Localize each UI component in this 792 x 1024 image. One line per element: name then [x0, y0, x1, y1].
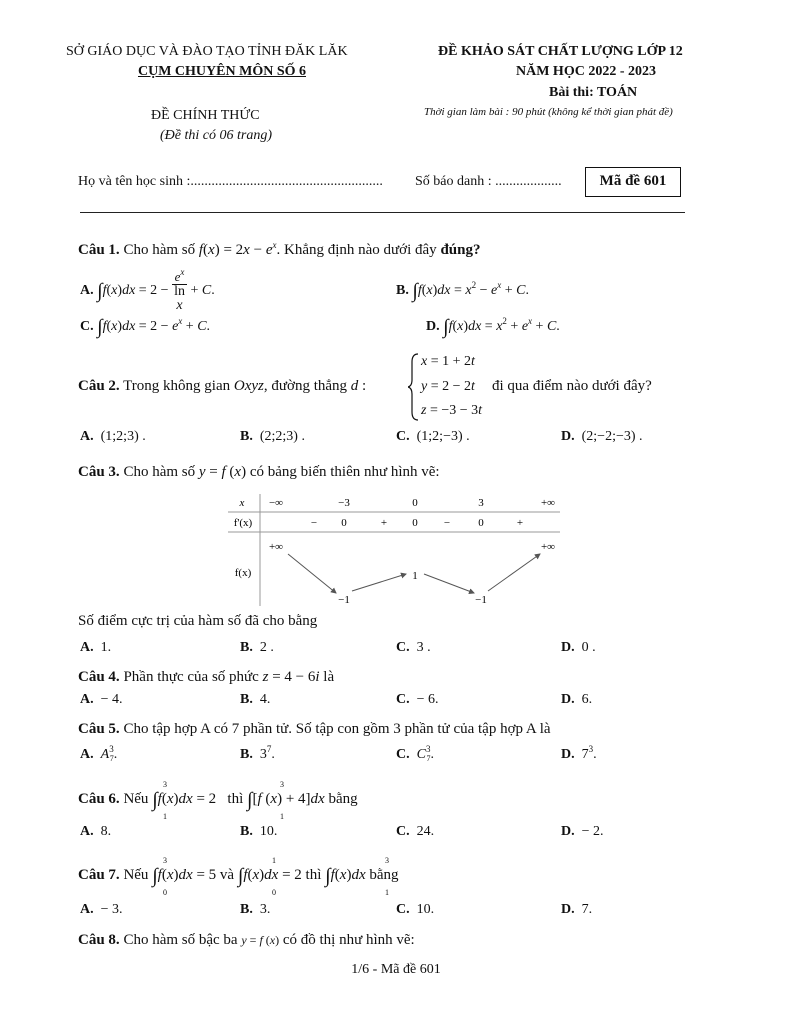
q1-option-c: C. $\int f(x)dx = 2 - e^x + C$.	[80, 316, 211, 338]
vt-sign-5: 0	[478, 517, 484, 529]
question-2-tail: đi qua điểm nào dưới đây?	[492, 378, 652, 394]
q7-upper-limit-1: 3	[163, 856, 167, 865]
question-3: Câu 3. Cho hàm số y = f (x) có bảng biến thiên như hình vẽ:	[78, 464, 440, 480]
vt-x-1: −3	[338, 497, 350, 509]
q4-option-a: A. − 4.	[80, 692, 123, 707]
q6-upper-limit-1: 3	[163, 780, 167, 789]
q5-option-b: B. $3^7$.	[240, 744, 275, 762]
line-eq-x: x = 1 + 2t	[421, 354, 475, 369]
exam-code-box: Mã đề 601	[585, 167, 681, 197]
school-year: NĂM HỌC 2022 - 2023	[516, 64, 656, 79]
pages-note: (Đề thi có 06 trang)	[160, 128, 272, 143]
header-divider	[80, 212, 685, 213]
vt-x-3: 3	[478, 497, 484, 509]
q3-option-a: A. 1.	[80, 640, 112, 655]
vt-sign-0: −	[310, 517, 318, 529]
vt-x-0: −∞	[268, 497, 284, 509]
q6-upper-limit-2: 3	[280, 780, 284, 789]
q2-option-b: B. (2;2;3) .	[240, 429, 305, 444]
q1-option-b: B. $\int f(x)dx = x^2 - e^x + C$.	[396, 280, 529, 302]
q2-option-c: C. (1;2;−3) .	[396, 429, 470, 444]
question-8: Câu 8. Cho hàm số bậc ba y = f (x) có đồ thị như hình vẽ:	[78, 932, 415, 948]
cluster-name: CỤM CHUYÊN MÔN SỐ 6	[138, 64, 306, 79]
vt-arrow-3	[424, 574, 474, 593]
q6-lower-limit-2: 1	[280, 812, 284, 821]
q6-lower-limit-1: 1	[163, 812, 167, 821]
vt-x-label: x	[239, 497, 245, 509]
q4-option-b: B. 4.	[240, 692, 271, 707]
q7-option-b: B. 3.	[240, 902, 271, 917]
q7-lower-limit-2: 0	[272, 888, 276, 897]
student-name-field: Họ và tên học sinh :.......................................................	[78, 174, 383, 189]
q7-lower-limit-3: 1	[385, 888, 389, 897]
question-2: Câu 2. Trong không gian Oxyz, đường thẳng d :	[78, 378, 367, 394]
vt-f-0: +∞	[268, 541, 284, 553]
q6-option-a: A. 8.	[80, 824, 112, 839]
vt-arrow-2	[352, 574, 406, 591]
q4-option-c: C. − 6.	[396, 692, 439, 707]
vt-sign-2: +	[380, 517, 388, 529]
question-4: Câu 4. Phần thực của số phức z = 4 − 6i là	[78, 669, 335, 685]
q5-option-d: D. $7^3$.	[561, 744, 597, 762]
vt-f-3: −1	[475, 594, 487, 606]
department-name: SỞ GIÁO DỤC VÀ ĐÀO TẠO TỈNH ĐĂK LĂK	[66, 44, 348, 59]
q3-option-d: D. 0 .	[561, 640, 596, 655]
student-id-field: Số báo danh : ...................	[415, 174, 562, 189]
vt-f-2: 1	[412, 570, 418, 582]
line-eq-y: y = 2 − 2t	[421, 379, 475, 394]
q6-option-b: B. 10.	[240, 824, 278, 839]
q6-option-d: D. − 2.	[561, 824, 604, 839]
variation-table	[228, 490, 560, 606]
q7-option-c: C. 10.	[396, 902, 435, 917]
vt-sign-4: −	[443, 517, 451, 529]
vt-arrow-1	[288, 554, 336, 593]
q6-option-c: C. 24.	[396, 824, 435, 839]
question-6: Câu 6. Nếu ∫f(x)dx = 2 thì ∫[f (x) + 4]dx bằng	[78, 789, 358, 811]
vt-x-2: 0	[412, 497, 418, 509]
question-1: Câu 1. Cho hàm số $f(x) = 2x - e^x$. Khẳng định nào dưới đây đúng?	[78, 240, 481, 258]
question-7: Câu 7. Nếu ∫f(x)dx = 5 và ∫f(x)dx = 2 thì ∫f(x)dx bằng	[78, 865, 399, 887]
official-label: ĐỀ CHÍNH THỨC	[151, 108, 260, 123]
q5-option-c: C. $C^3_7$.	[396, 744, 434, 763]
time-note: Thời gian làm bài : 90 phút (không kể thời gian phát đề)	[424, 106, 673, 118]
q3-option-c: C. 3 .	[396, 640, 431, 655]
question-5: Câu 5. Cho tập hợp A có 7 phần tử. Số tập con gồm 3 phần tử của tập hợp A là	[78, 721, 551, 737]
vt-sign-3: 0	[412, 517, 418, 529]
vt-fp-label: f'(x)	[233, 517, 253, 529]
q7-upper-limit-2: 1	[272, 856, 276, 865]
q7-option-d: D. 7.	[561, 902, 593, 917]
vt-f-1: −1	[338, 594, 350, 606]
q1-option-a: A. ∫f(x)dx = 2 − $e^x$ ln x + C.	[80, 267, 215, 314]
subject: Bài thi: TOÁN	[549, 85, 638, 100]
question-3-follow: Số điểm cực trị của hàm số đã cho bằng	[78, 613, 318, 629]
q2-option-a: A. (1;2;3) .	[80, 429, 146, 444]
vt-sign-1: 0	[341, 517, 347, 529]
q2-option-d: D. (2;−2;−3) .	[561, 429, 643, 444]
exam-title: ĐỀ KHẢO SÁT CHẤT LƯỢNG LỚP 12	[438, 44, 683, 59]
q4-option-d: D. 6.	[561, 692, 593, 707]
vt-f-label: f(x)	[234, 567, 252, 579]
line-eq-z: z = −3 − 3t	[421, 403, 483, 418]
q1-option-d: D. $\int f(x)dx = x^2 + e^x + C$.	[426, 316, 560, 338]
q7-upper-limit-3: 3	[385, 856, 389, 865]
q3-option-b: B. 2 .	[240, 640, 274, 655]
vt-x-4: +∞	[540, 497, 556, 509]
system-brace-icon	[408, 352, 420, 422]
q7-option-a: A. − 3.	[80, 902, 123, 917]
vt-f-4: +∞	[540, 541, 556, 553]
page-footer: 1/6 - Mã đề 601	[351, 962, 441, 977]
vt-sign-6: +	[516, 517, 524, 529]
q5-option-a: A. $A^3_7$.	[80, 744, 118, 763]
vt-arrow-4	[488, 554, 540, 591]
q7-lower-limit-1: 0	[163, 888, 167, 897]
